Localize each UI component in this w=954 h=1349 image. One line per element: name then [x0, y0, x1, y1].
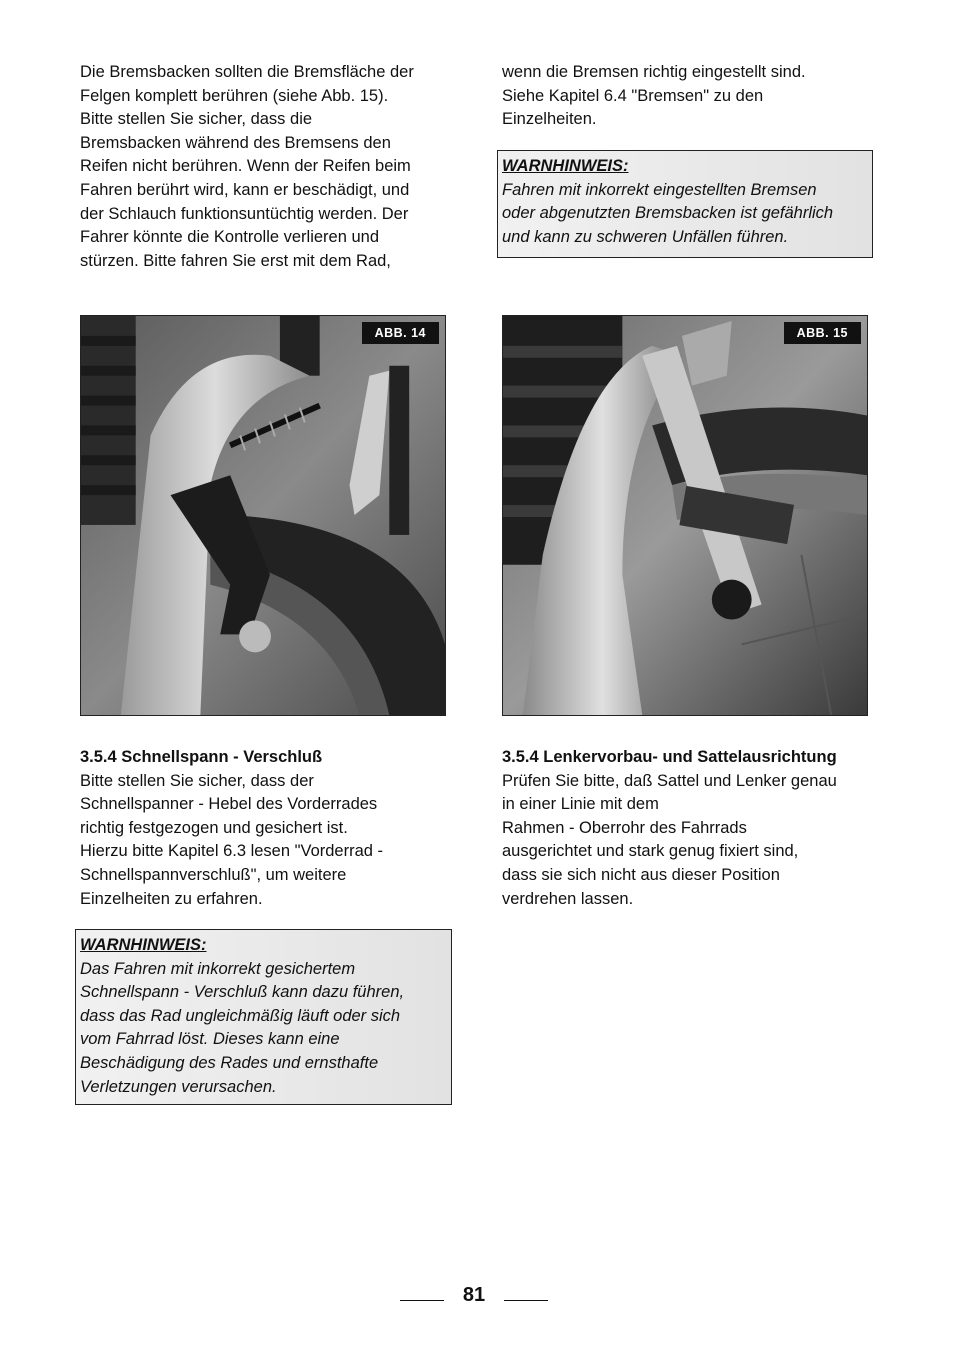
page-footer — [400, 1284, 548, 1314]
warning-line: und kann zu schweren Unfällen führen. — [502, 227, 789, 246]
warning-line: Verletzungen verursachen. — [80, 1077, 277, 1096]
warning-line: Beschädigung des Rades und ernsthafte — [80, 1053, 379, 1072]
warning-line: Fahren mit inkorrekt eingestellten Bremsen — [502, 180, 817, 199]
text-line: Einzelheiten. — [502, 110, 597, 129]
quick-release-warning-box — [75, 929, 452, 1105]
warning-line: Das Fahren mit inkorrekt gesichertem — [80, 959, 356, 978]
continuation-paragraph — [502, 61, 806, 132]
text-line: stürzen. Bitte fahren Sie erst mit dem Rad, — [80, 251, 391, 270]
warning-title: WARNHINWEIS: — [80, 936, 207, 954]
text-line: Rahmen - Oberrohr des Fahrrads — [502, 818, 747, 837]
figure-abb-14 — [80, 315, 446, 716]
brake-photo-15 — [503, 316, 867, 715]
section-heading: 3.5.4 Schnellspann - Verschluß — [80, 748, 323, 766]
text-line: Felgen komplett berühren (siehe Abb. 15). — [80, 86, 389, 105]
text-line: Fahrer könnte die Kontrolle verlieren und — [80, 228, 380, 247]
text-line: Prüfen Sie bitte, daß Sattel und Lenker genau — [502, 771, 837, 790]
text-line: Siehe Kapitel 6.4 "Bremsen" zu den — [502, 86, 764, 105]
figure-label: ABB. 15 — [784, 322, 861, 344]
section-heading: 3.5.4 Lenkervorbau- und Sattelausrichtung — [502, 748, 837, 766]
brake-warning-box — [497, 150, 873, 258]
section-quick-release — [80, 746, 383, 911]
warning-title: WARNHINWEIS: — [502, 157, 629, 175]
text-line: Schnellspanner - Hebel des Vorderrades — [80, 795, 378, 814]
warning-line: vom Fahrrad löst. Dieses kann eine — [80, 1030, 340, 1049]
text-line: wenn die Bremsen richtig eingestellt sind. — [502, 63, 806, 81]
text-line: Schnellspannverschluß", um weitere — [80, 865, 347, 884]
figure-abb-15 — [502, 315, 868, 716]
text-line: Reifen nicht berühren. Wenn der Reifen beim — [80, 157, 411, 176]
warning-line: Schnellspann - Verschluß kann dazu führen, — [80, 983, 405, 1002]
warning-line: oder abgenutzten Bremsbacken ist gefährlich — [502, 204, 834, 223]
text-line: Hierzu bitte Kapitel 6.3 lesen "Vorderrad - — [80, 842, 384, 861]
warning-line: dass das Rad ungleichmäßig läuft oder sich — [80, 1006, 401, 1025]
text-line: Einzelheiten zu erfahren. — [80, 889, 263, 908]
figure-label: ABB. 14 — [362, 322, 439, 344]
text-line: Bremsbacken während des Bremsens den — [80, 133, 391, 152]
text-line: ausgerichtet und stark genug fixiert sind, — [502, 842, 799, 861]
intro-paragraph — [80, 61, 414, 273]
text-line: in einer Linie mit dem — [502, 795, 659, 814]
text-line: Bitte stellen Sie sicher, dass der — [80, 771, 314, 790]
text-line: Bitte stellen Sie sicher, dass die — [80, 110, 313, 129]
text-line: dass sie sich nicht aus dieser Position — [502, 865, 780, 884]
brake-photo-14 — [81, 316, 445, 715]
footer-rule-right — [504, 1300, 548, 1301]
section-stem-alignment — [502, 746, 837, 911]
text-line: Fahren berührt wird, kann er beschädigt, und — [80, 180, 410, 199]
text-line: verdrehen lassen. — [502, 889, 634, 908]
text-line: der Schlauch funktionsuntüchtig werden. Der — [80, 204, 409, 223]
page-number: 81 — [462, 1284, 486, 1306]
text-line: Die Bremsbacken sollten die Bremsfläche der — [80, 63, 414, 81]
text-line: richtig festgezogen und gesichert ist. — [80, 818, 348, 837]
